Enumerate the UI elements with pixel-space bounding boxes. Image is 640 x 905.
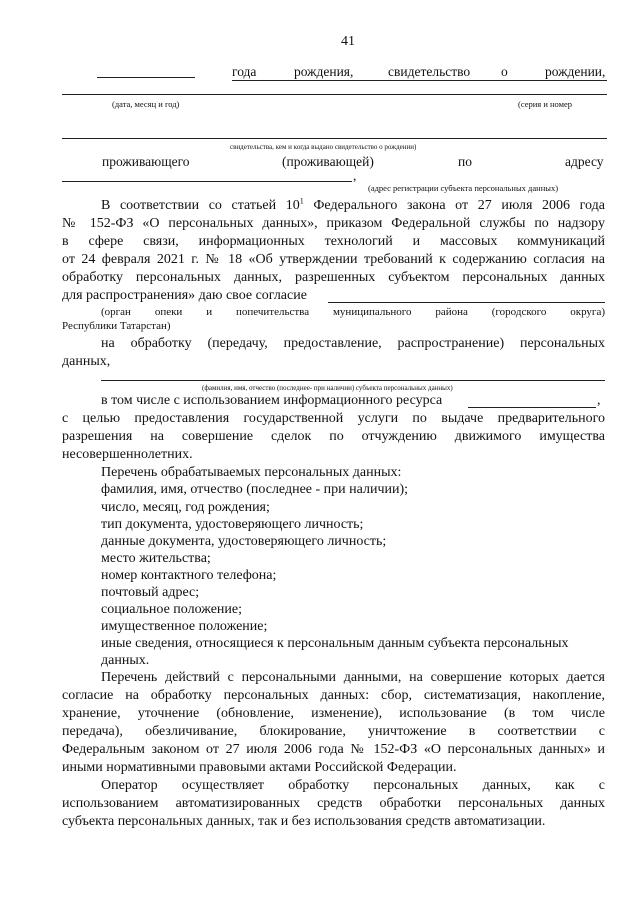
list-item: номер контактного телефона;: [101, 568, 277, 583]
paragraph-1-line-6: для распространения» даю свое согласие: [62, 288, 307, 303]
list-title: Перечень обрабатываемых персональных данных:: [101, 465, 402, 480]
comma: ,: [597, 393, 601, 408]
comma: ,: [353, 168, 357, 183]
page-number: 41: [341, 34, 355, 49]
list-item: фамилия, имя, отчество (последнее - при наличии);: [101, 482, 409, 497]
header3-word-4: адресу: [565, 154, 604, 169]
paragraph-5-line-1: Перечень действий с персональными данными, на совершение которых дается: [101, 670, 605, 685]
date-blank-line: [97, 77, 195, 78]
list-item: место жительства;: [101, 551, 211, 566]
paragraph-4-line-3: несовершеннолетних.: [62, 447, 193, 462]
header-word-4: о: [501, 64, 508, 79]
label-series: (серия и номер: [518, 99, 573, 109]
header3-word-1: проживающего: [102, 154, 190, 169]
paragraph-6-line-3: субъекта персональных данных, так и без использования средств автоматизации.: [62, 814, 546, 829]
paragraph-2-line-2: данных,: [62, 354, 111, 369]
paragraph-5-line-6: иными нормативными правовыми актами Российской Федерации.: [62, 760, 457, 775]
paragraph-5-line-4: передача), обезличивание, блокирование, уничтожение в соответствии с: [62, 724, 605, 739]
label-date: (дата, месяц и год): [112, 99, 180, 109]
organ-line-2: Республики Татарстан): [62, 320, 171, 332]
fio-blank-line: [101, 380, 605, 381]
list-item: иные сведения, относящиеся к персональным данным субъекта персональных: [101, 636, 569, 651]
blank-line: [62, 138, 607, 139]
header-word-3: свидетельство: [388, 64, 471, 79]
organ-blank-line: [328, 302, 605, 303]
paragraph-1-line-5: обработку персональных данных, разрешенных субъектом персональных данных: [62, 270, 605, 285]
paragraph-1-line-4: от 24 февраля 2021 г. № 18 «Об утверждении требований к содержанию согласия на: [62, 252, 605, 267]
paragraph-4-line-1: с целью предоставления государственной услуги по выдаче предварительного: [62, 411, 605, 426]
paragraph-6-line-1: Оператор осуществляет обработку персональных данных, как с: [101, 778, 605, 793]
list-item: почтовый адрес;: [101, 585, 200, 600]
label-organ: (орган опеки и попечительства муниципального района (городского округа): [101, 306, 605, 318]
list-item: имущественное положение;: [101, 619, 268, 634]
list-item: социальное положение;: [101, 602, 243, 617]
label-fio: (фамилия, имя, отчество (последнее- при наличии) субъекта персональных данных): [202, 384, 453, 392]
paragraph-2-line-1: на обработку (передачу, предоставление, распространение) персональных: [101, 336, 605, 351]
list-item: данные документа, удостоверяющего личность;: [101, 534, 387, 549]
label-certificate: свидетельства, кем и когда выдано свидетельство о рождении): [230, 143, 417, 151]
paragraph-4-line-2: разрешения на совершение сделок по отчуждению движимого имущества: [62, 429, 605, 444]
blank-line: [62, 94, 607, 95]
paragraph-1-line-1: В соответствии со статьей $10^1$ Федерального закона от 27 июля 2006 года: [101, 196, 605, 213]
list-item: данных.: [101, 653, 150, 668]
label-address: (адрес регистрации субъекта персональных данных): [368, 183, 559, 193]
header-underline: [232, 80, 607, 81]
header-word-2: рождения,: [294, 64, 354, 79]
paragraph-5-line-3: хранение, уточнение (обновление, изменение), использование (в том числе: [62, 706, 605, 721]
list-item: число, месяц, год рождения;: [101, 500, 270, 515]
header-word-5: рождении,: [545, 64, 606, 79]
paragraph-1-line-3: в сфере связи, информационных технологий и массовых коммуникаций: [62, 234, 605, 249]
resource-blank-line: [468, 407, 596, 408]
paragraph-5-line-2: согласие на обработку персональных данных: сбор, систематизация, накопление,: [62, 688, 605, 703]
header-word-1: года: [232, 64, 257, 79]
paragraph-6-line-2: использованием автоматизированных средств обработки персональных данных: [62, 796, 605, 811]
list-item: тип документа, удостоверяющего личность;: [101, 517, 364, 532]
paragraph-1-line-2: № 152-ФЗ «О персональных данных», приказом Федеральной службы по надзору: [62, 216, 605, 231]
header3-word-2: (проживающей): [282, 154, 374, 169]
header3-word-3: по: [458, 154, 472, 169]
paragraph-5-line-5: Федеральным законом от 27 июля 2006 года № 152-ФЗ «О персональных данных» и: [62, 742, 605, 757]
address-blank-line: [62, 181, 352, 182]
paragraph-3-line-1: в том числе с использованием информационного ресурса: [101, 393, 443, 408]
